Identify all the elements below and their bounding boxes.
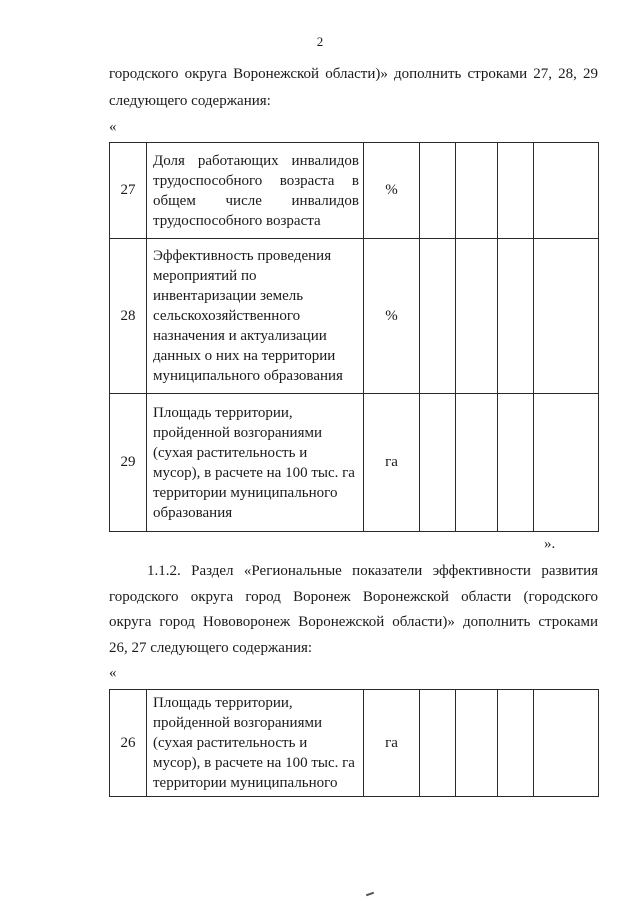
row-number: 27 bbox=[110, 143, 147, 239]
empty-cell bbox=[420, 394, 456, 532]
section-line-2: городского округа город Воронеж Воронежской области (городского bbox=[109, 589, 598, 605]
table-row bbox=[110, 143, 599, 239]
close-quote: ». bbox=[544, 536, 556, 552]
unit-cell: га bbox=[364, 690, 420, 797]
unit-cell: га bbox=[364, 394, 420, 532]
table-row bbox=[110, 690, 599, 797]
indicator-name-line: территории муниципального bbox=[153, 484, 338, 501]
indicator-name bbox=[147, 143, 364, 239]
indicator-name-line: мусор), в расчете на 100 тыс. га bbox=[153, 464, 355, 481]
indicators-table-1 bbox=[109, 142, 599, 532]
indicator-name-line: Эффективность проведения bbox=[153, 248, 332, 264]
unit-cell: % bbox=[364, 239, 420, 394]
indicator-name-line: мероприятий по bbox=[153, 268, 257, 284]
indicator-name-line: данных о них на территории bbox=[153, 348, 336, 364]
page-number: 2 bbox=[316, 34, 324, 49]
empty-cell bbox=[456, 143, 498, 239]
table-row bbox=[110, 239, 599, 394]
empty-cell bbox=[456, 239, 498, 394]
row-number: 28 bbox=[110, 239, 147, 394]
indicator-name-line: трудоспособного возраста в bbox=[153, 172, 359, 189]
empty-cell bbox=[534, 690, 599, 797]
scan-mark bbox=[366, 892, 374, 897]
indicator-name-line: Площадь территории, bbox=[153, 695, 293, 711]
indicator-name-line: общем числе инвалидов bbox=[153, 192, 359, 209]
intro-line-1: городского округа Воронежской области)» дополнить строками 27, 28, 29 bbox=[109, 66, 598, 82]
indicator-name-line: пройденной возгораниями bbox=[153, 715, 322, 731]
section-line-3: округа город Нововоронеж Воронежской области)» дополнить строками bbox=[109, 614, 598, 630]
indicator-name-line: мусор), в расчете на 100 тыс. га bbox=[153, 755, 355, 771]
open-quote-2: « bbox=[109, 665, 117, 681]
indicator-name bbox=[147, 239, 364, 394]
empty-cell bbox=[498, 239, 534, 394]
intro-line-2: следующего содержания: bbox=[109, 93, 271, 109]
indicator-name bbox=[147, 394, 364, 532]
indicator-name-line: муниципального образования bbox=[153, 368, 343, 384]
indicator-name-line: Площадь территории, bbox=[153, 404, 293, 421]
indicator-name-line: назначения и актуализации bbox=[153, 328, 327, 344]
empty-cell bbox=[456, 690, 498, 797]
empty-cell bbox=[498, 690, 534, 797]
indicator-name-line: инвентаризации земель bbox=[153, 288, 304, 304]
row-number: 26 bbox=[110, 690, 147, 797]
indicator-name-line: трудоспособного возраста bbox=[153, 212, 321, 229]
section-line-4: 26, 27 следующего содержания: bbox=[109, 640, 313, 656]
empty-cell bbox=[534, 394, 599, 532]
indicator-name-line: (сухая растительность и bbox=[153, 735, 308, 751]
indicator-name-line: Доля работающих инвалидов bbox=[153, 152, 359, 169]
indicator-name-line: (сухая растительность и bbox=[153, 444, 308, 461]
empty-cell bbox=[420, 143, 456, 239]
unit-cell: % bbox=[364, 143, 420, 239]
empty-cell bbox=[534, 239, 599, 394]
open-quote-1: « bbox=[109, 119, 117, 135]
indicators-table-2 bbox=[109, 689, 599, 797]
empty-cell bbox=[534, 143, 599, 239]
empty-cell bbox=[456, 394, 498, 532]
section-line-1: 1.1.2. Раздел «Региональные показатели эффективности развития bbox=[147, 563, 598, 579]
row-number: 29 bbox=[110, 394, 147, 532]
empty-cell bbox=[420, 239, 456, 394]
indicator-name bbox=[147, 690, 364, 797]
indicator-name-line: пройденной возгораниями bbox=[153, 424, 322, 441]
empty-cell bbox=[498, 143, 534, 239]
table-row bbox=[110, 394, 599, 532]
empty-cell bbox=[420, 690, 456, 797]
empty-cell bbox=[498, 394, 534, 532]
indicator-name-line: территории муниципального bbox=[153, 775, 338, 791]
indicator-name-line: сельскохозяйственного bbox=[153, 308, 301, 324]
indicator-name-line: образования bbox=[153, 504, 233, 521]
